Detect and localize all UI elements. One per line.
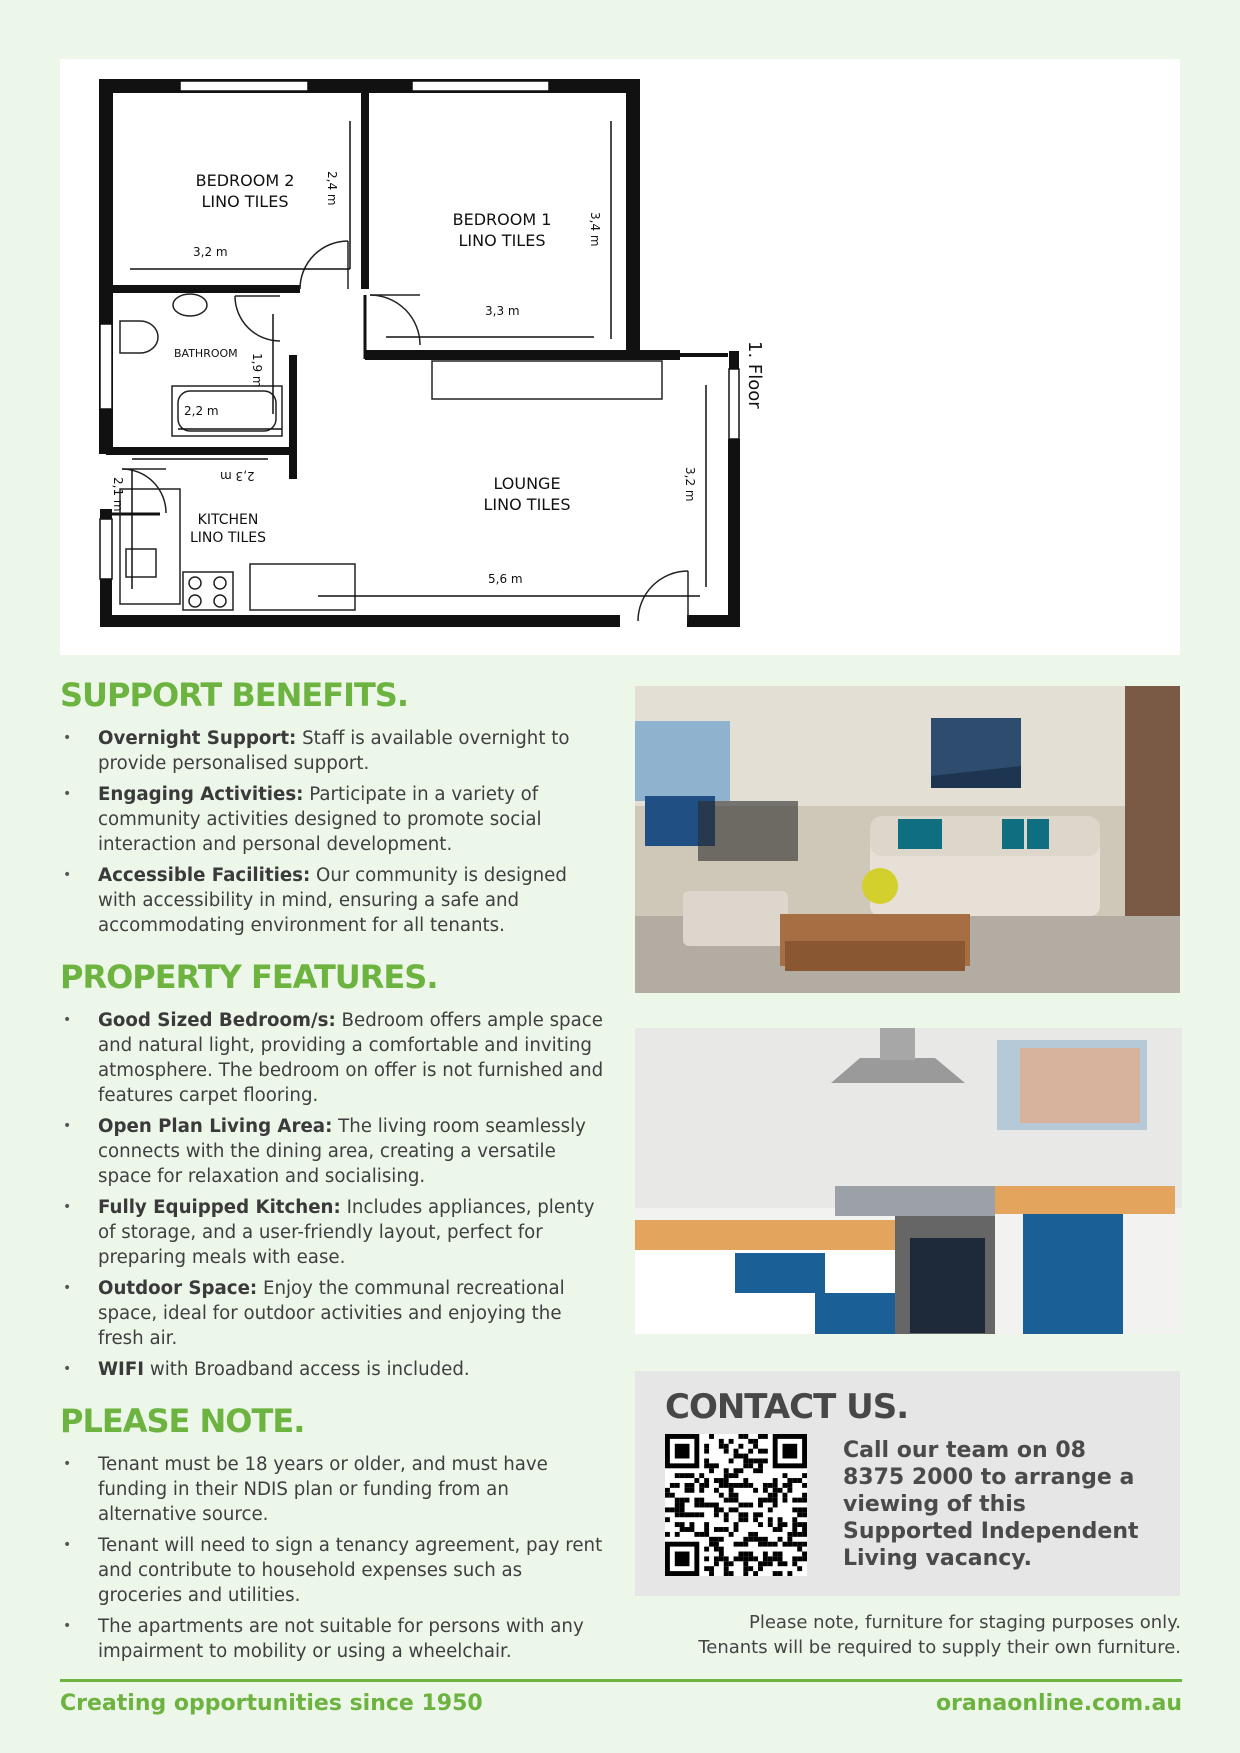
list-item: • Outdoor Space: Enjoy the communal recreational space, ideal for outdoor activities and enjoying the fresh air. <box>60 1276 610 1351</box>
features-heading: PROPERTY FEATURES. <box>60 958 438 996</box>
dim-bath-height: 1,9 m <box>250 353 264 388</box>
dim-bath-width: 2,2 m <box>184 404 219 418</box>
dim-lounge-height: 3,2 m <box>683 467 697 502</box>
list-item: • The apartments are not suitable for persons with any impairment to mobility or using a wheelchair. <box>60 1614 610 1664</box>
living-room-photo <box>635 686 1180 993</box>
kitchen-label: KITCHEN <box>197 512 259 528</box>
contact-text: Call our team on 08 8375 2000 to arrange a viewing of this Supported Independent Living vacancy. <box>843 1438 1139 1571</box>
dim-kitchen-height: 2,1 m <box>111 477 125 512</box>
bedroom1-label: BEDROOM 1 <box>452 210 552 229</box>
floor-label: 1. Floor <box>744 341 765 409</box>
list-item: • WIFI with Broadband access is included. <box>60 1357 610 1382</box>
list-item: • Engaging Activities: Participate in a variety of community activities designed to promote social interaction and personal development. <box>60 782 610 857</box>
kitchen-photo <box>635 1028 1182 1334</box>
list-item: • Good Sized Bedroom/s: Bedroom offers ample space and natural light, providing a comfortable and inviting atmosphere. The bedroom on offer is not furnished and features carpet flooring. <box>60 1008 610 1108</box>
qr-code-icon[interactable] <box>665 1434 807 1576</box>
features-list <box>60 1008 610 1382</box>
dim-lounge-width: 5,6 m <box>488 572 523 586</box>
footer-website-link[interactable]: oranaonline.com.au <box>935 1691 1182 1716</box>
staging-note <box>635 1610 1181 1660</box>
floorplan-drawing <box>60 59 1180 655</box>
list-item: • Accessible Facilities: Our community is designed with accessibility in mind, ensuring a safe and accommodating environment for all tenants. <box>60 863 610 938</box>
dim-bed2-height: 2,4 m <box>325 171 339 206</box>
staging-note-line-1: Please note, furniture for staging purposes only. <box>748 1612 1181 1633</box>
lounge-floor: LINO TILES <box>483 495 571 514</box>
note-list <box>60 1452 610 1664</box>
dim-bed1-height: 3,4 m <box>588 212 602 247</box>
footer-tagline: Creating opportunities since 1950 <box>60 1691 483 1716</box>
svg-text:BEDROOM 2LINO TILES <box>196 171 295 211</box>
bedroom2-floor: LINO TILES <box>201 192 289 211</box>
lounge-label: LOUNGE <box>493 474 561 493</box>
dim-bed1-width: 3,3 m <box>485 304 520 318</box>
svg-text:BEDROOM 1LINO TILES <box>453 210 552 250</box>
svg-text:LOUNGELINO TILES <box>484 474 571 514</box>
kitchen-floor: LINO TILES <box>189 530 267 546</box>
bedroom1-floor: LINO TILES <box>458 231 546 250</box>
footer-divider <box>60 1679 1182 1682</box>
contact-heading: CONTACT US. <box>665 1387 909 1427</box>
dim-kitchen-width: 2,3 m <box>220 469 255 483</box>
dim-bed2-width: 3,2 m <box>193 245 228 259</box>
list-item: • Tenant must be 18 years or older, and must have funding in their NDIS plan or funding from an alternative source. <box>60 1452 610 1527</box>
support-heading: SUPPORT BENEFITS. <box>60 676 408 714</box>
list-item: • Tenant will need to sign a tenancy agreement, pay rent and contribute to household expenses such as groceries and utilities. <box>60 1533 610 1608</box>
support-list <box>60 726 610 938</box>
left-column <box>60 676 610 1684</box>
floorplan <box>60 59 1180 655</box>
bathroom-label: BATHROOM <box>174 347 238 360</box>
list-item: • Fully Equipped Kitchen: Includes appliances, plenty of storage, and a user-friendly layout, perfect for preparing meals with ease. <box>60 1195 610 1270</box>
list-item: • Overnight Support: Staff is available overnight to provide personalised support. <box>60 726 610 776</box>
svg-text:KITCHENLINO TILES <box>190 512 266 546</box>
list-item: • Open Plan Living Area: The living room seamlessly connects with the dining area, creating a versatile space for relaxation and socialising. <box>60 1114 610 1189</box>
note-heading: PLEASE NOTE. <box>60 1402 305 1440</box>
staging-note-line-2: Tenants will be required to supply their own furniture. <box>698 1637 1181 1658</box>
bedroom2-label: BEDROOM 2 <box>195 171 295 190</box>
contact-box <box>635 1371 1180 1596</box>
